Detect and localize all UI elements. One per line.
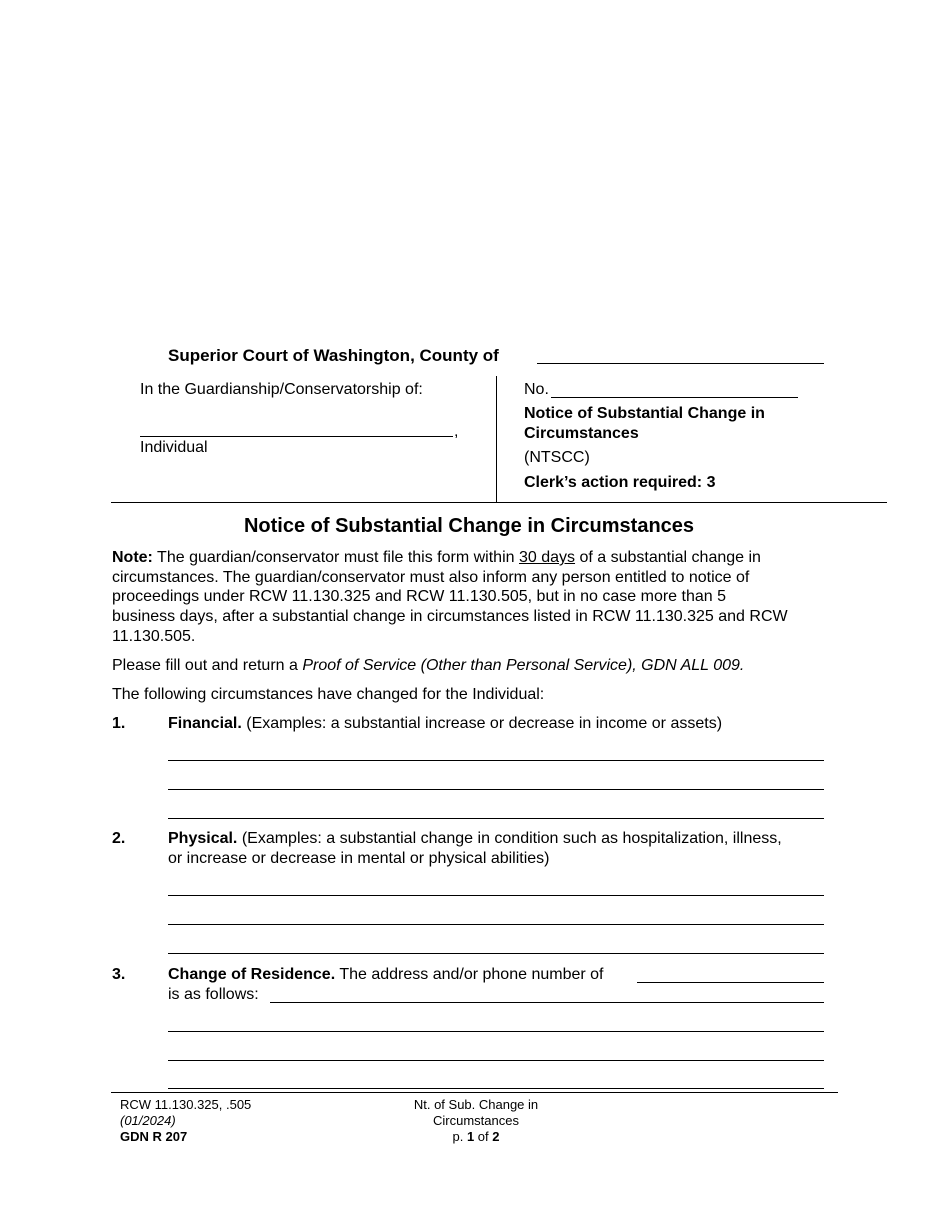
case-number-label: No. (524, 381, 549, 398)
page-of: of (474, 1129, 493, 1144)
page-current: 1 (466, 1129, 475, 1144)
page-prefix: p. (452, 1129, 467, 1144)
residence-address-field[interactable] (270, 1002, 824, 1003)
note-line-4: business days, after a substantial change in circumstances listed in RCW 11.130.325 and RCW (112, 608, 788, 625)
page-total: 2 (492, 1129, 500, 1144)
item-3-as-follows: is as follows: (168, 986, 259, 1003)
item-1-number: 1. (112, 715, 126, 732)
clerk-action: Clerk’s action required: 3 (524, 474, 716, 491)
note-text: of a substantial change in (575, 549, 761, 566)
doc-abbrev: (NTSCC) (524, 449, 590, 466)
proof-text: Please fill out and return a (112, 657, 303, 674)
note-line-2: circumstances. The guardian/conservator must also inform any person entitled to notice of (112, 569, 750, 586)
residence-person-field[interactable] (637, 982, 824, 983)
footer-date: (01/2024) (120, 1113, 176, 1128)
doc-title-line2: Circumstances (524, 425, 639, 442)
note-text: The guardian/conservator must file this form within (152, 549, 519, 566)
court-title: Superior Court of Washington, County of (168, 346, 499, 365)
item-1-examples: (Examples: a substantial increase or decrease in income or assets) (241, 715, 723, 732)
item-2-number: 2. (112, 830, 126, 847)
item-3-number: 3. (112, 966, 126, 983)
item-2-label: Physical. (168, 830, 238, 847)
note-line-3: proceedings under RCW 11.130.325 and RCW 11.130.505, but in no case more than 5 (112, 588, 727, 605)
item-2-text (168, 829, 782, 849)
item-1-text (168, 714, 722, 734)
item-3-answer-line-1[interactable] (168, 1031, 824, 1032)
item-1-answer-line-2[interactable] (168, 789, 824, 790)
note-days: 30 days (518, 549, 576, 566)
footer-rcw: RCW 11.130.325, .505 (120, 1097, 252, 1112)
item-3-label: Change of Residence. (168, 966, 336, 983)
item-2-answer-line-2[interactable] (168, 924, 824, 925)
caption-bottom-rule (111, 502, 887, 503)
item-2-text-line-2: or increase or decrease in mental or physical abilities) (168, 850, 550, 867)
item-1-label: Financial. (168, 715, 242, 732)
item-2-examples: (Examples: a substantial change in condition such as hospitalization, illness, (237, 830, 782, 847)
footer-page-number (376, 1129, 576, 1145)
footer-short-title-1: Nt. of Sub. Change in (413, 1097, 539, 1112)
caption-in-the-matter: In the Guardianship/Conservatorship of: (140, 381, 423, 398)
proof-form-name: Proof of Service (Other than Personal Service), GDN ALL 009. (302, 657, 745, 674)
item-3-answer-line-2[interactable] (168, 1060, 824, 1061)
item-2-answer-line-3[interactable] (168, 953, 824, 954)
item-3-text (168, 965, 603, 985)
doc-title-line1: Notice of Substantial Change in (524, 405, 765, 422)
caption-divider (496, 376, 497, 503)
note-line-5: 11.130.505. (112, 628, 196, 645)
county-field[interactable] (537, 363, 824, 364)
page-heading: Notice of Substantial Change in Circumstances (243, 515, 695, 537)
item-1-answer-line-3[interactable] (168, 818, 824, 819)
item-3-description: The address and/or phone number of (335, 966, 604, 983)
footer-rule (111, 1092, 838, 1093)
case-number-field[interactable] (551, 397, 798, 398)
note-label: Note: (112, 549, 153, 566)
item-3-answer-line-3[interactable] (168, 1088, 824, 1089)
caption-individual-label: Individual (140, 439, 208, 456)
caption-comma: , (454, 423, 459, 440)
item-2-answer-line-1[interactable] (168, 895, 824, 896)
note-line-1 (112, 548, 761, 568)
footer-short-title-2: Circumstances (433, 1113, 519, 1128)
individual-name-field[interactable] (140, 436, 453, 437)
footer-form-number: GDN R 207 (120, 1129, 188, 1144)
proof-instruction (112, 656, 744, 676)
intro-text: The following circumstances have changed for the Individual: (112, 686, 545, 703)
item-1-answer-line-1[interactable] (168, 760, 824, 761)
